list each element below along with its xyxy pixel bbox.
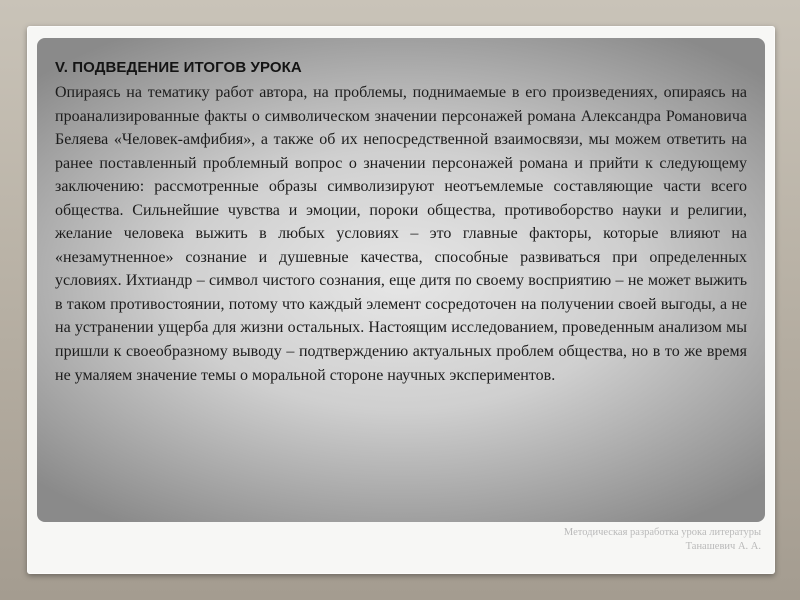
footer-author: Танашевич А. А. <box>685 541 761 552</box>
conclusion-paragraph: Опираясь на тематику работ автора, на проблемы, поднимаемые в его произведениях, опираясь на проанализированные факты о символическом значении персонажей романа Александра Романовича Беляева «Человек-амфибия», а также об их непосредственной взаимосвязи, мы можем ответить на ранее поставленный проблемный вопрос о значении персонажей романа и прийти к следующему заключению: рассмотренные образы символизируют неотъемлемые составляющие части всего общества. Сильнейшие чувства и эмоции, пороки общества, противоборство науки и религии, желание человека выжить в любых условиях – это главные факторы, которые влияют на «незамутненное» сознание и душевные качества, способные развиваться при определенных условиях. Ихтиандр – символ чистого сознания, еще дитя по своему восприятию – не может выжить в таком противостоянии, потому что каждый элемент сосредоточен на получении своей выгоды, а не на устранении ущерба для жизни остальных. Настоящим исследованием, проведенным анализом мы пришли к своеобразному выводу – подтверждению актуальных проблем общества, но в то же время не умаляем значение темы о моральной стороне научных экспериментов. <box>55 84 747 384</box>
section-heading: V. ПОДВЕДЕНИЕ ИТОГОВ УРОКА <box>55 59 302 76</box>
slide <box>27 26 775 574</box>
slide-footer <box>564 526 761 554</box>
footer-course-label: Методическая разработка урока литературы <box>563 527 761 538</box>
content-panel <box>37 38 765 522</box>
